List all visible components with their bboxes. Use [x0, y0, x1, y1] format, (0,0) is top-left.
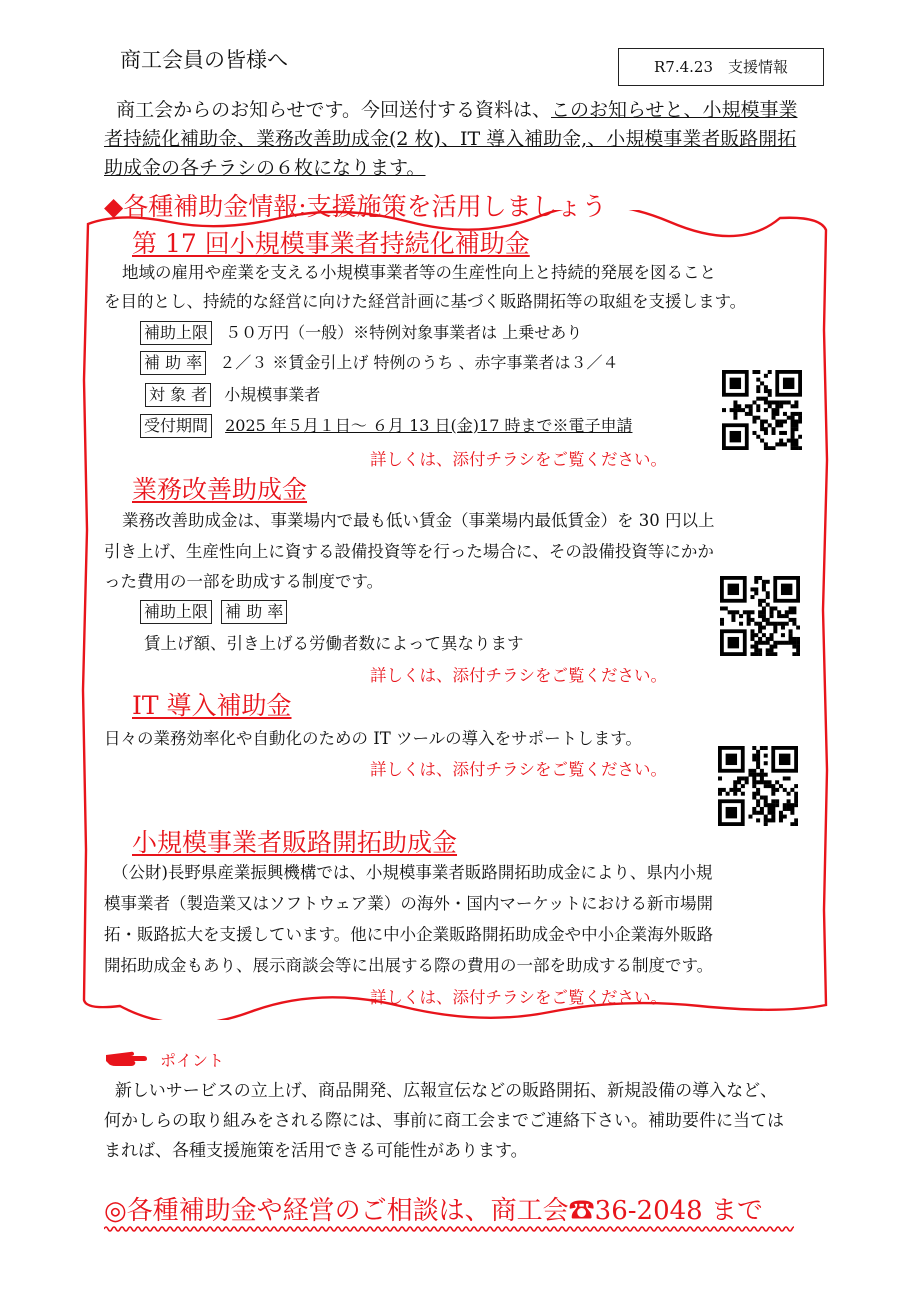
intro-text-b: このお知らせと、	[551, 99, 703, 121]
sec2-note: 詳しくは、添付チラシをご覧ください。	[370, 666, 667, 685]
sec4-note: 詳しくは、添付チラシをご覧ください。	[370, 988, 667, 1007]
value-rate: ２／３ ※賃金引上げ 特例のうち 、赤字事業者は３／４	[219, 353, 619, 372]
value-target: 小規模事業者	[224, 385, 321, 404]
intro-paragraph	[104, 96, 814, 183]
sec1-row-rate	[140, 350, 619, 375]
sec4-title: 小規模事業者販路開拓助成金	[132, 828, 458, 857]
label-period: 受付期間	[140, 414, 212, 438]
sec1-desc-1: 地域の雇用や産業を支える小規模事業者等の生産性向上と持続的発展を図ること	[122, 263, 716, 282]
wavy-underline	[104, 1225, 794, 1233]
value-limit: ５０万円（一般）※特例対象事業者は 上乗せあり	[225, 323, 583, 342]
label-rate: 補 助 率	[140, 351, 206, 375]
sec3-note: 詳しくは、添付チラシをご覧ください。	[370, 760, 667, 779]
label-limit: 補助上限	[140, 321, 212, 345]
qr-code-icon[interactable]	[720, 576, 800, 656]
qr-code-icon[interactable]	[718, 746, 798, 826]
pointing-hand-icon	[104, 1046, 148, 1068]
point-paragraph	[104, 1076, 794, 1166]
sec2-desc-1: 業務改善助成金は、事業場内で最も低い賃金（事業場内最低賃金）を 30 円以上	[122, 511, 715, 530]
sec2-labels	[140, 600, 287, 624]
sec2-detail: 賃上げ額、引き上げる労働者数によって異なります	[144, 634, 524, 653]
greeting-heading: 商工会員の皆様へ	[120, 48, 288, 72]
sec1-desc-2: を目的とし、持続的な経営に向けた経営計画に基づく販路開拓等の取組を支援します。	[104, 292, 747, 311]
sec1-row-limit	[140, 320, 582, 345]
sec4-desc-4: 開拓助成金もあり、展示商談会等に出展する際の費用の一部を助成する制度です。	[104, 956, 714, 975]
sec1-note: 詳しくは、添付チラシをご覧ください。	[370, 450, 667, 469]
sec4-desc-3: 拓・販路拡大を支援しています。他に中小企業販路開拓助成金や中小企業海外販路	[104, 925, 714, 944]
sec1-row-target	[145, 382, 320, 407]
intro-text-c: 小規模事業者持続化補助金、業務改善助成金(2 枚)、IT 導入補助金,、小規模事業者販路開拓助成金の各チラシの６枚になります。	[104, 99, 798, 179]
sec4-desc-1: （公財)長野県産業振興機構では、小規模事業者販路開拓助成金により、県内小規	[112, 863, 713, 882]
value-period: 2025 年５月１日～ ６月 13 日(金)17 時まで※電子申請	[225, 416, 633, 435]
sec2-desc-3: った費用の一部を助成する制度です。	[104, 572, 384, 591]
sec1-row-period	[140, 413, 632, 438]
sec1-title: 第 17 回小規模事業者持続化補助金	[132, 229, 530, 258]
point-label: ポイント	[160, 1051, 225, 1070]
intro-text-a: 商工会からのお知らせです。今回送付する資料は、	[116, 99, 552, 121]
label-rate-2: 補 助 率	[221, 600, 287, 624]
qr-code-icon[interactable]	[722, 370, 802, 450]
sec2-title: 業務改善助成金	[132, 475, 308, 504]
subsidy-banner: ◆各種補助金情報:支援施策を活用しましょう	[104, 192, 607, 221]
footer-contact: ◎各種補助金や経営のご相談は、商工会☎36-2048 まで	[104, 1196, 763, 1226]
label-limit-2: 補助上限	[140, 600, 212, 624]
sec4-desc-2: 模事業者（製造業又はソフトウェア業）の海外・国内マーケットにおける新市場開	[104, 894, 714, 913]
label-target: 対 象 者	[145, 383, 211, 407]
sec3-title: IT 導入補助金	[132, 691, 292, 720]
point-text: 新しいサービスの立上げ、商品開発、広報宣伝などの販路開拓、新規設備の導入など、何かしらの取り組みをされる際には、事前に商工会までご連絡下さい。補助要件に当てはまれば、各種支援施策を活用できる可能性があります。	[104, 1081, 784, 1161]
sec2-desc-2: 引き上げ、生産性向上に資する設備投資等を行った場合に、その設備投資等にかか	[104, 542, 714, 561]
date-box: R7.4.23 支援情報	[618, 48, 824, 86]
sec3-desc: 日々の業務効率化や自動化のための IT ツールの導入をサポートします。	[104, 729, 642, 748]
